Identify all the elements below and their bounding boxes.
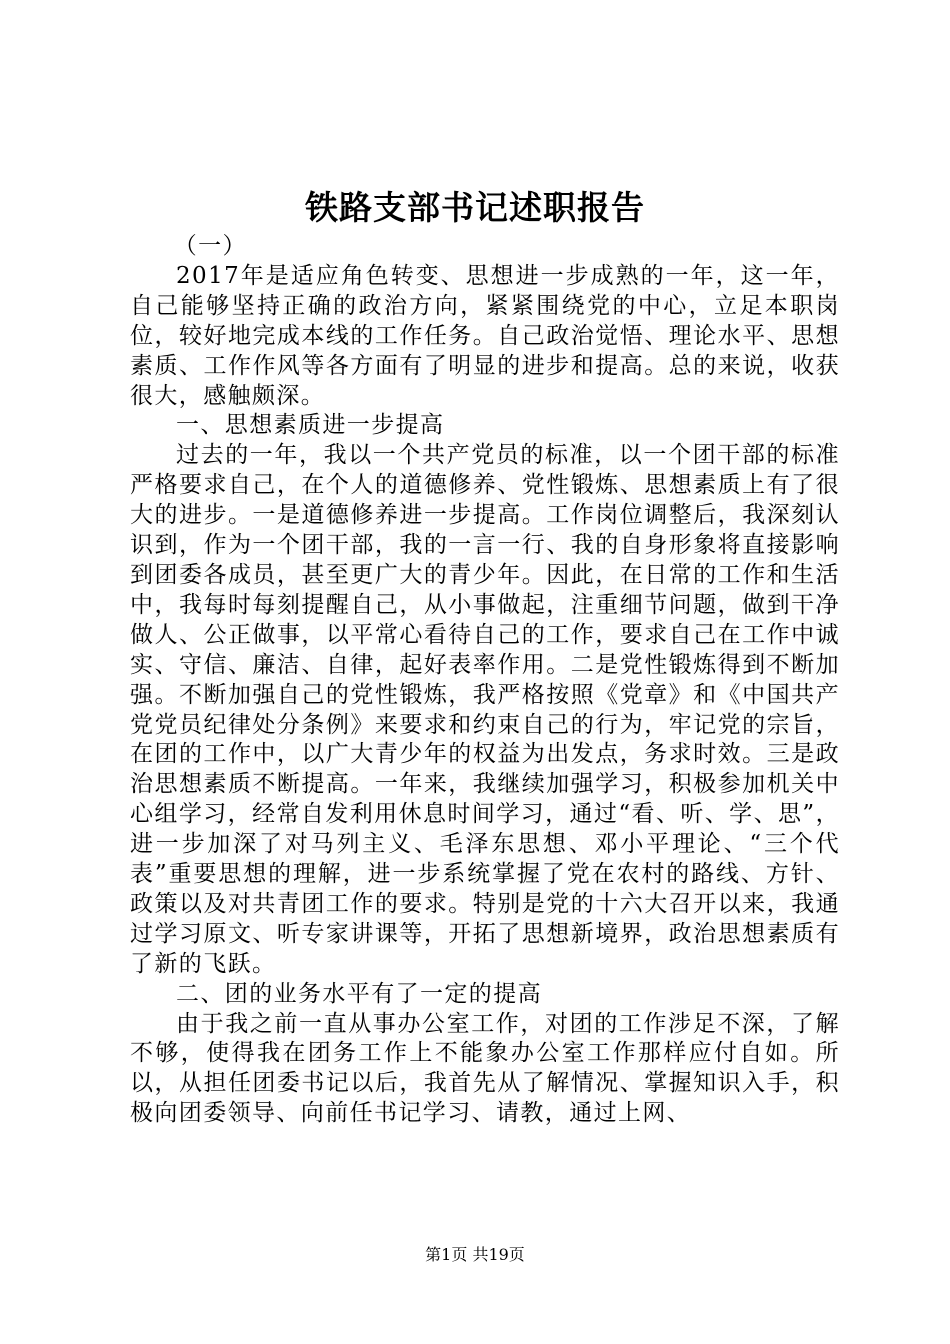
section-heading: 二、团的业务水平有了一定的提高 xyxy=(176,980,542,1007)
body-paragraph: 过去的一年，我以一个共产党员的标准，以一个团干部的标准严格要求自己，在个人的道德修养、党性锻炼、思想素质上有了很大的进步。一是道德修养进一步提高。工作岗位调整后，我深刻认识到，作为一个团干部，我的一言一行、我的自身形象将直接影响到团委各成员，甚至更广大的青少年。因此，在日常的工作和生活中，我每时每刻提醒自己，从小事做起，注重细节问题，做到干净做人、公正做事，以平常心看待自己的工作，要求自己在工作中诚实、守信、廉洁、自律，起好表率作用。二是党性锻炼得到不断加强。不断加强自己的党性锻炼，我严格按照《党章》和《中国共产党党员纪律处分条例》来要求和约束自己的行为，牢记党的宗旨，在团的工作中，以广大青少年的权益为出发点，务求时效。三是政治思想素质不断提高。一年来，我继续加强学习，积极参加机关中心组学习，经常自发利用休息时间学习，通过“看、听、学、思”，进一步加深了对马列主义、毛泽东思想、邓小平理论、“三个代表”重要思想的理解，进一步系统掌握了党在农村的路线、方针、政策以及对共青团工作的要求。特别是党的十六大召开以来，我通过学习原文、听专家讲课等，开拓了思想新境界，政治思想素质有了新的飞跃。 xyxy=(130,442,840,977)
page-footer: 第1页 共19页 xyxy=(425,1245,525,1264)
body-paragraph: 2017年是适应角色转变、思想进一步成熟的一年，这一年，自己能够坚持正确的政治方向，紧紧围绕党的中心，立足本职岗位，较好地完成本线的工作任务。自己政治觉悟、理论水平、思想素质、工作作风等各方面有了明显的进步和提高。总的来说，收获很大，感触颇深。 xyxy=(130,262,840,409)
section-number: （一） xyxy=(173,233,247,259)
document-title: 铁路支部书记述职报告 xyxy=(305,188,645,227)
section-heading: 一、思想素质进一步提高 xyxy=(176,412,445,439)
body-paragraph: 由于我之前一直从事办公室工作，对团的工作涉足不深，了解不够，使得我在团务工作上不能象办公室工作那样应付自如。所以，从担任团委书记以后，我首先从了解情况、掌握知识入手，积极向团委领导、向前任书记学习、请教，通过上网、 xyxy=(130,1010,840,1127)
document-body xyxy=(130,232,840,1129)
